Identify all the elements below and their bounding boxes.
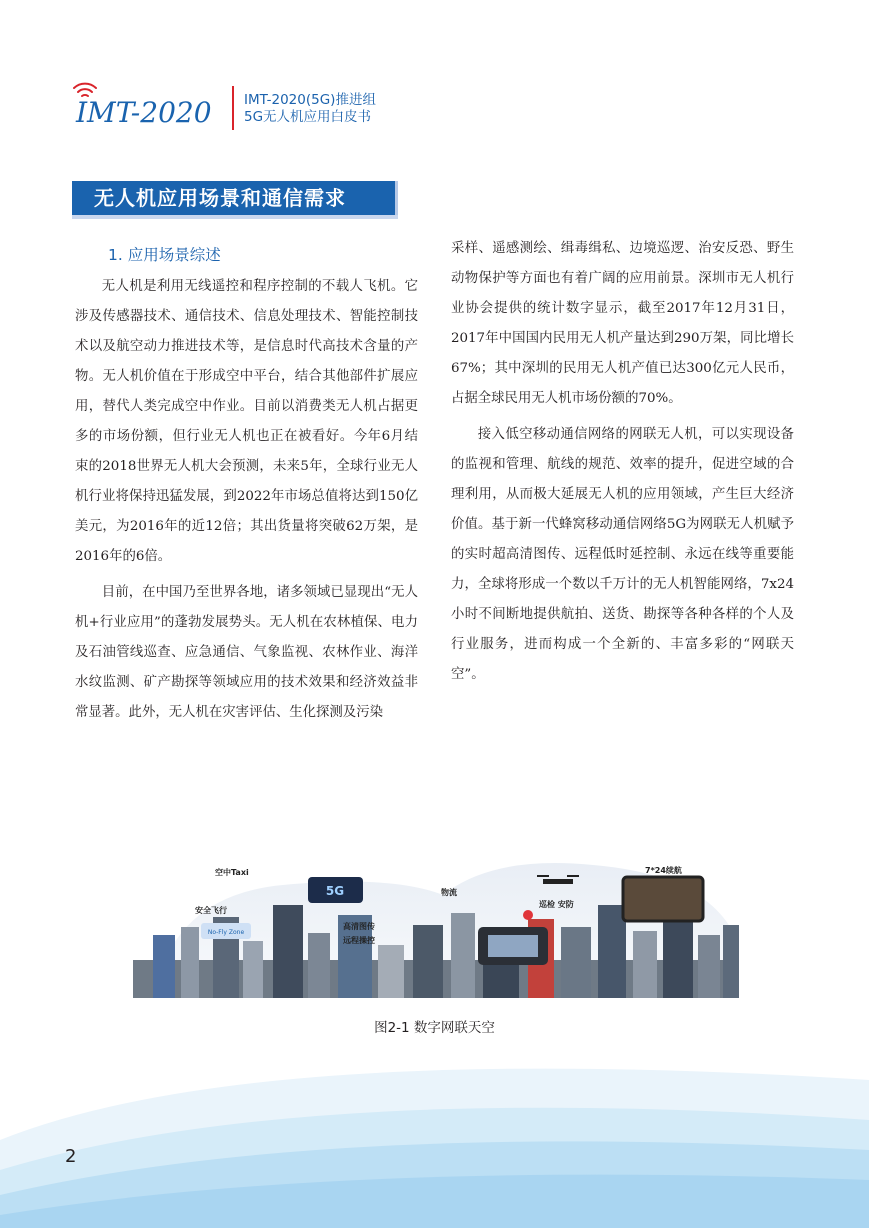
imt2020-logo bbox=[72, 82, 222, 132]
signal-icon bbox=[74, 84, 96, 96]
section-title-underline bbox=[72, 215, 398, 219]
digital-connected-sky-figure bbox=[133, 855, 739, 998]
paragraph: 无人机是利用无线遥控和程序控制的不载人飞机。它涉及传感器技术、通信技术、信息处理技术、智能控制技术以及航空动力推进技术等，是信息时代高技术含量的产物。无人机价值在于形成空中平台，结合其他部件扩展应用，替代人类完成空中作业。目前以消费类无人机占据更多的市场份额，但行业无人机也正在被看好。今年6月结束的2018世界无人机大会预测，未来5年，全球行业无人机行业将保持迅猛发展，到2022年市场总值将达到150亿美元，为2016年的近12倍；其出货量将突破62万架，是2016年的6倍。 bbox=[75, 279, 418, 564]
paragraph: 采样、遥感测绘、缉毒缉私、边境巡逻、治安反恐、野生动物保护等方面也有着广阔的应用前景。深圳市无人机行业协会提供的统计数字显示，截至2017年12月31日，2017年中国国内民用无人机产量达到290万架，同比增长67%；其中深圳的民用无人机产值已达300亿元人民币，占据全球民用无人机市场份额的70%。 bbox=[451, 241, 794, 406]
always-online-label: 7*24续航 bbox=[645, 866, 682, 875]
bottom-wave-decoration bbox=[0, 1020, 869, 1228]
section-title: 无人机应用场景和通信需求 bbox=[72, 181, 398, 215]
patrol-security-label: 巡检 安防 bbox=[539, 900, 574, 909]
5g-label: 5G bbox=[325, 884, 345, 898]
tablet-image bbox=[623, 877, 703, 921]
subheading: 1. 应用场景综述 bbox=[108, 246, 221, 264]
hd-video-label: 高清图传 bbox=[343, 922, 375, 931]
location-pin-icon bbox=[523, 910, 533, 920]
paragraph: 接入低空移动通信网络的网联无人机，可以实现设备的监视和管理、航线的规范、效率的提升，促进空域的合理利用，从而极大延展无人机的应用领域，产生巨大经济价值。基于新一代蜂窝移动通信网络5G为网联无人机赋予的实时超高清图传、远程低时延控制、永远在线等重要能力，全球将形成一个数以千万计的无人机智能网络，7x24小时不间断地提供航拍、送货、勘探等各种各样的个人及行业服务，进而构成一个全新的、丰富多彩的“网联天空”。 bbox=[451, 427, 794, 682]
figure-caption: 图2-1 数字网联天空 bbox=[374, 1020, 495, 1036]
page-number: 2 bbox=[65, 1146, 77, 1167]
logistics-label: 物流 bbox=[441, 888, 457, 897]
remote-control-label: 远程操控 bbox=[343, 936, 375, 945]
header-divider bbox=[232, 86, 234, 130]
header-org-line2: 5G无人机应用白皮书 bbox=[244, 109, 372, 125]
logo-text: IMT-2020 bbox=[76, 96, 212, 129]
header-org-line1: IMT-2020(5G)推进组 bbox=[244, 92, 376, 108]
paragraph: 目前，在中国乃至世界各地，诸多领域已显现出“无人机+行业应用”的蓬勃发展势头。无人机在农林植保、电力及石油管线巡查、应急通信、气象监视、农林作业、海洋水纹监测、矿产勘探等领域应用的技术效果和经济效益非常显著。此外，无人机在灾害评估、生化探测及污染 bbox=[75, 585, 418, 720]
left-column bbox=[75, 272, 418, 728]
no-fly-zone-label: No-Fly Zone bbox=[207, 929, 245, 936]
safe-flight-label: 安全飞行 bbox=[195, 906, 227, 915]
air-taxi-label: 空中Taxi bbox=[215, 868, 249, 877]
right-column bbox=[451, 234, 794, 690]
